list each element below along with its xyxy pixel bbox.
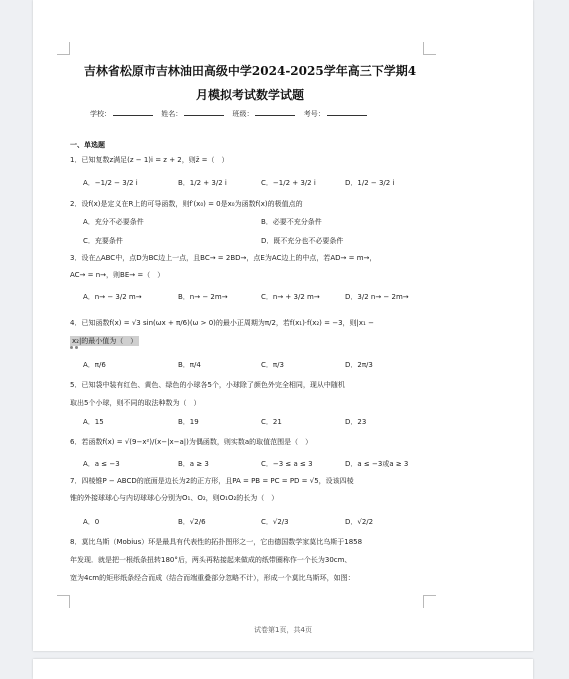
option-b[interactable]: B．必要不充分条件 bbox=[261, 218, 322, 226]
option-c[interactable]: C．π/3 bbox=[261, 361, 284, 369]
school-label: 学校： bbox=[90, 110, 111, 118]
option-c[interactable]: C．21 bbox=[261, 418, 282, 426]
option-b[interactable]: B．1/2 + 3/2 i bbox=[178, 179, 227, 187]
option-a[interactable]: A．充分不必要条件 bbox=[83, 218, 144, 226]
section-heading: 一、单选题 bbox=[70, 141, 105, 149]
number-label: 考号： bbox=[303, 110, 325, 118]
option-d[interactable]: D．2π/3 bbox=[345, 361, 373, 369]
question-6-stem[interactable]: 6．若函数f(x) = √(9−x²)/(x−|x−a|)为偶函数，则实数a的取值范围是（ ） bbox=[70, 438, 313, 446]
option-d[interactable]: D．a ≤ −3或a ≥ 3 bbox=[345, 460, 409, 468]
school-blank[interactable] bbox=[113, 115, 153, 116]
option-c[interactable]: C．n→ + 3/2 m→ bbox=[261, 293, 320, 301]
option-d[interactable]: D．√2/2 bbox=[345, 518, 374, 526]
question-3-stem[interactable]: 3．设在△ABC中，点D为BC边上一点，且BC→ = 2BD→，点E为AC边上的中点，若AD→ = m→， bbox=[70, 254, 377, 262]
question-8-stem-cont2[interactable]: 宽为4cm的矩形纸条经合而成（结合而端重叠部分忽略不计），形成一个莫比乌斯环，如图： bbox=[70, 574, 355, 582]
option-a[interactable]: A．−1/2 − 3/2 i bbox=[83, 179, 138, 187]
question-2-stem[interactable]: 2．设f(x)是定义在R上的可导函数，则f′(x₀) = 0是x₀为函数f(x)的极值点的 bbox=[70, 200, 303, 208]
document-title-line1: 吉林省松原市吉林油田高级中学2024-2025学年高三下学期4 bbox=[83, 64, 417, 78]
selected-text[interactable]: x₂|的最小值为（ ） bbox=[72, 337, 138, 345]
option-b[interactable]: B．n→ − 2m→ bbox=[178, 293, 228, 301]
option-d[interactable]: D．1/2 − 3/2 i bbox=[345, 179, 395, 187]
option-a[interactable]: A．0 bbox=[83, 518, 100, 526]
option-a[interactable]: A．π/6 bbox=[83, 361, 106, 369]
crop-mark-bottom-left bbox=[57, 595, 70, 608]
option-a[interactable]: A．a ≤ −3 bbox=[83, 460, 120, 468]
class-blank[interactable] bbox=[255, 115, 295, 116]
page-footer: 试卷第1页，共4页 bbox=[254, 626, 312, 634]
option-d[interactable]: D．既不充分也不必要条件 bbox=[261, 237, 344, 245]
option-a[interactable]: A．15 bbox=[83, 418, 104, 426]
option-a[interactable]: A．n→ − 3/2 m→ bbox=[83, 293, 142, 301]
next-page-edge bbox=[33, 659, 533, 679]
crop-mark-bottom-right bbox=[423, 595, 436, 608]
name-label: 姓名： bbox=[161, 110, 183, 118]
question-5-stem[interactable]: 5．已知袋中装有红色、黄色、绿色的小球各5个，小球除了颜色外完全相同，现从中随机 bbox=[70, 381, 345, 389]
question-4-stem-cont[interactable] bbox=[70, 337, 432, 346]
question-7-stem-cont[interactable]: 锥的外接球球心与内切球球心分别为O₁、O₂，则O₁O₂的长为（ ） bbox=[70, 494, 279, 502]
question-8-stem-cont1[interactable]: 年发现．就是把一根纸条扭转180°后，两头再粘接起来做成的纸带圈称作一个长为30cm、 bbox=[70, 556, 352, 564]
question-5-stem-cont[interactable]: 取出5个小球，则不同的取法种数为（ ） bbox=[70, 399, 201, 407]
option-c[interactable]: C．√2/3 bbox=[261, 518, 289, 526]
question-7-stem[interactable]: 7．四棱锥P − ABCD的底面是边长为2的正方形，且PA = PB = PC = PD = √5，设该四棱 bbox=[70, 477, 354, 485]
option-b[interactable]: B．√2/6 bbox=[178, 518, 206, 526]
question-1-stem[interactable]: 1．已知复数z满足(z − 1)i = z + 2，则z̄ =（ ） bbox=[70, 156, 229, 164]
option-d[interactable]: D．23 bbox=[345, 418, 367, 426]
option-b[interactable]: B．19 bbox=[178, 418, 199, 426]
question-4-stem[interactable]: 4．已知函数f(x) = √3 sin(ωx + π/6)(ω > 0)的最小正周期为π/2，若f(x₁)·f(x₂) = −3，则|x₁ − bbox=[70, 319, 374, 327]
option-c[interactable]: C．充要条件 bbox=[83, 237, 123, 245]
student-info-line bbox=[90, 109, 373, 119]
crop-mark-top-left bbox=[57, 42, 70, 55]
option-b[interactable]: B．π/4 bbox=[178, 361, 201, 369]
option-c[interactable]: C．−1/2 + 3/2 i bbox=[261, 179, 316, 187]
name-blank[interactable] bbox=[184, 115, 224, 116]
option-b[interactable]: B．a ≥ 3 bbox=[178, 460, 209, 468]
document-title-line2: 月模拟考试数学试题 bbox=[195, 88, 304, 102]
option-d[interactable]: D．3/2 n→ − 2m→ bbox=[345, 293, 409, 301]
crop-mark-top-right bbox=[423, 42, 436, 55]
option-c[interactable]: C．−3 ≤ a ≤ 3 bbox=[261, 460, 313, 468]
class-label: 班级： bbox=[232, 110, 254, 118]
question-8-stem[interactable]: 8．莫比乌斯（Mobius）环是最具有代表性的拓扑图形之一，它由德国数学家莫比乌斯于1858 bbox=[70, 538, 363, 546]
question-3-stem-cont[interactable]: AC→ = n→，则BE→ =（ ） bbox=[70, 271, 165, 279]
number-blank[interactable] bbox=[327, 115, 367, 116]
